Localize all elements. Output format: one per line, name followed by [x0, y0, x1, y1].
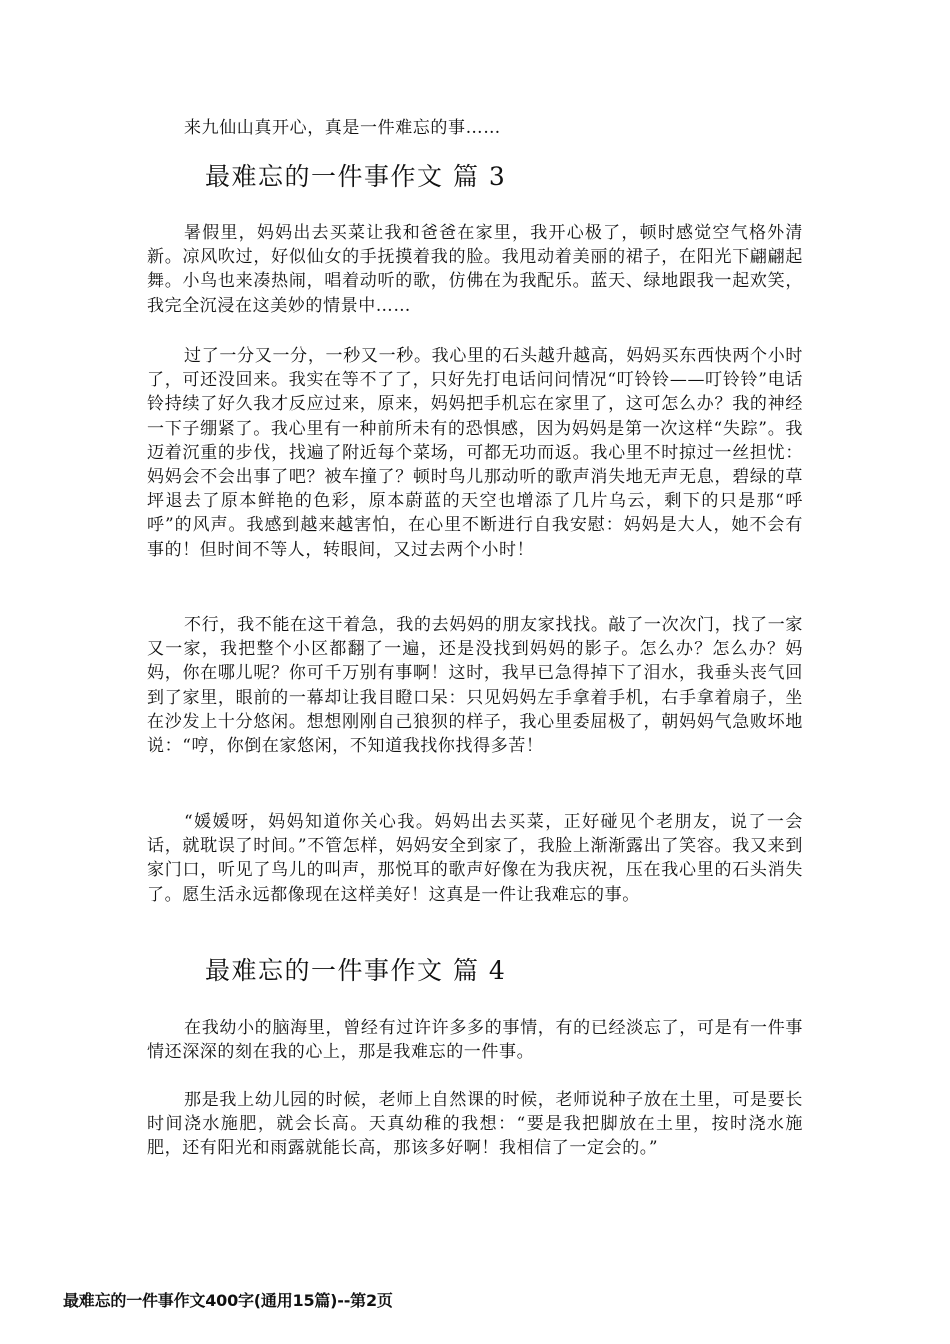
section-3-paragraph-4: “媛媛呀，妈妈知道你关心我。妈妈出去买菜，正好碰见个老朋友，说了一会话，就耽误了时间。”不管怎样，妈妈安全到家了，我脸上渐渐露出了笑容。我又来到家门口，听见了鸟儿的叫声，那悦耳的歌声好像在为我庆祝，压在我心里的石头消失了。愿生活永远都像现在这样美好！这真是一件让我难忘的事。: [147, 812, 803, 905]
page-footer: 最难忘的一件事作文400字(通用15篇)--第2页: [63, 1291, 393, 1310]
section-3-heading: 最难忘的一件事作文 篇 3: [205, 162, 507, 191]
paragraph-intro: 来九仙山真开心，真是一件难忘的事……: [184, 118, 501, 138]
section-4-heading: 最难忘的一件事作文 篇 4: [205, 956, 507, 985]
section-4-paragraph-1: 在我幼小的脑海里，曾经有过许许多多的事情，有的已经淡忘了，可是有一件事情还深深的刻在我的心上，那是我难忘的一件事。: [147, 1018, 803, 1063]
section-3-paragraph-1: 暑假里，妈妈出去买菜让我和爸爸在家里，我开心极了，顿时感觉空气格外清新。凉风吹过，好似仙女的手抚摸着我的脸。我甩动着美丽的裙子，在阳光下翩翩起舞。小鸟也来凑热闹，唱着动听的歌，仿佛在为我配乐。蓝天、绿地跟我一起欢笑，我完全沉浸在这美妙的情景中……: [147, 223, 803, 316]
section-4-paragraph-2: 那是我上幼儿园的时候，老师上自然课的时候，老师说种子放在土里，可是要长时间浇水施肥，就会长高。天真幼稚的我想：“要是我把脚放在土里，按时浇水施肥，还有阳光和雨露就能长高，那该多好啊！我相信了一定会的。”: [147, 1090, 803, 1159]
section-3-paragraph-3: 不行，我不能在这干着急，我的去妈妈的朋友家找找。敲了一次次门，找了一家又一家，我把整个小区都翻了一遍，还是没找到妈妈的影子。怎么办？怎么办？妈妈，你在哪儿呢？你可千万别有事啊！这时，我早已急得掉下了泪水，我垂头丧气回到了家里，眼前的一幕却让我目瞪口呆：只见妈妈左手拿着手机，右手拿着扇子，坐在沙发上十分悠闲。想想刚刚自己狼狈的样子，我心里委屈极了，朝妈妈气急败坏地说：“哼，你倒在家悠闲，不知道我找你找得多苦！: [147, 615, 803, 757]
section-3-paragraph-2: 过了一分又一分，一秒又一秒。我心里的石头越升越高，妈妈买东西快两个小时了，可还没回来。我实在等不了了，只好先打电话问问情况“叮铃铃——叮铃铃”电话铃持续了好久我才反应过来，原来，妈妈把手机忘在家里了，这可怎么办？我的神经一下子绷紧了。我心里有一种前所未有的恐惧感，因为妈妈是第一次这样“失踪”。我迈着沉重的步伐，找遍了附近每个菜场，可都无功而返。我心里不时掠过一丝担忧：妈妈会不会出事了吧？被车撞了？顿时鸟儿那动听的歌声消失地无声无息，碧绿的草坪退去了原本鲜艳的色彩，原本蔚蓝的天空也增添了几片乌云，剩下的只是那“呼呼”的风声。我感到越来越害怕，在心里不断进行自我安慰：妈妈是大人，她不会有事的！但时间不等人，转眼间，又过去两个小时！: [147, 346, 803, 560]
